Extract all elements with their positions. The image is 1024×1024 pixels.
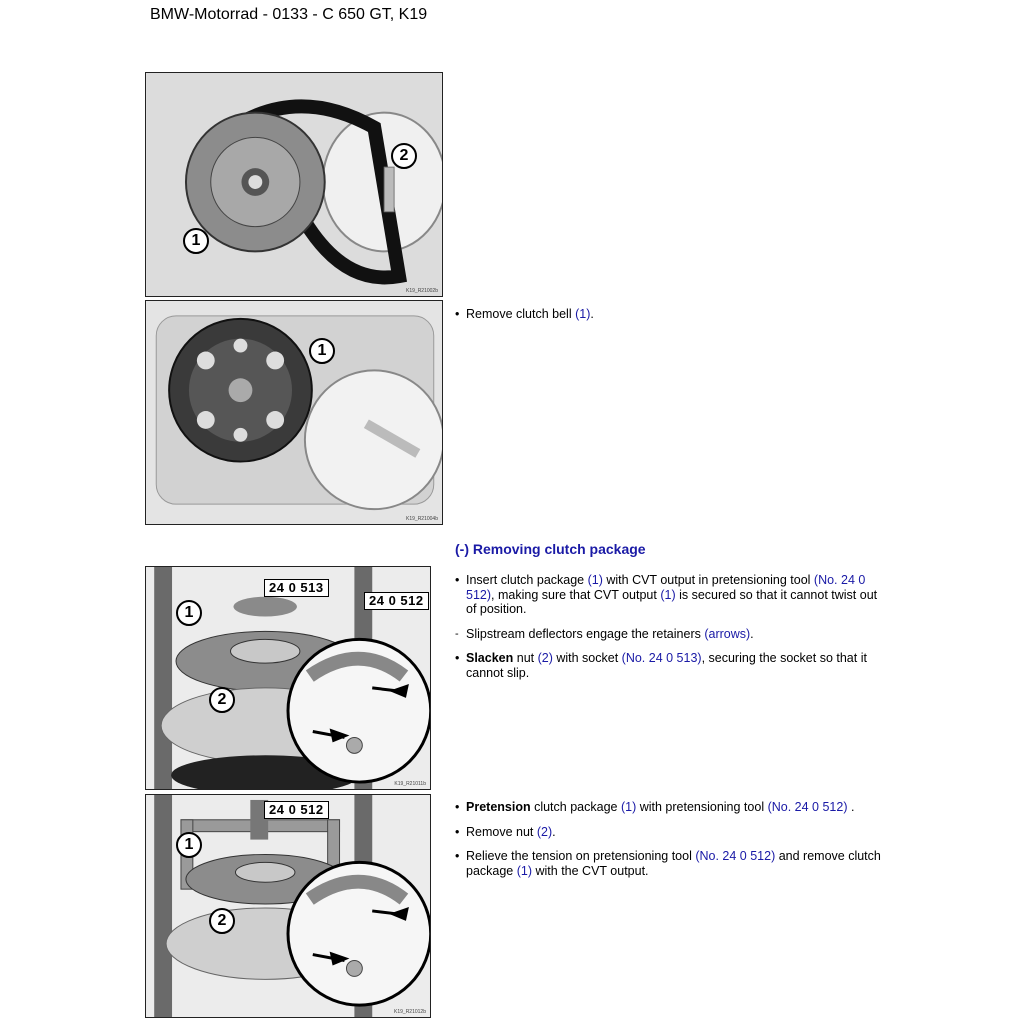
list-item <box>455 825 885 840</box>
callout-1: 1 <box>176 600 202 626</box>
ref-link[interactable]: (1) <box>575 307 591 321</box>
step-text: . <box>552 824 556 839</box>
ref-link[interactable]: (1) <box>587 573 603 587</box>
figure-drive-belt <box>145 72 443 297</box>
bullet: • <box>455 573 460 587</box>
list-item <box>455 307 885 322</box>
step-text: is secured so that it cannot twist out of position. <box>466 587 878 616</box>
step-text: Relieve the tension on pretensioning tool <box>466 849 696 863</box>
figure-code: K19_R21004b <box>406 516 438 522</box>
figure-pretensioning-tool-insert <box>145 566 431 790</box>
page-header: BMW-Motorrad - 0133 - C 650 GT, K19 <box>150 6 428 23</box>
pretension-clutch-illustration <box>146 795 430 1017</box>
step-text: . <box>590 307 594 321</box>
instructions-pretension <box>455 800 885 888</box>
tool-label-24-0-512: 24 0 512 <box>364 592 429 610</box>
step-emphasis: Pretension <box>466 800 531 814</box>
ref-link[interactable]: (1) <box>516 863 533 878</box>
step-text: clutch package <box>530 800 621 814</box>
bullet: • <box>455 849 460 863</box>
instructions-insert-clutch <box>455 573 885 690</box>
step-text: , making sure that CVT output <box>491 587 661 602</box>
figure-code: K19_R21011b <box>394 781 426 787</box>
ref-link[interactable]: (No. 24 0 513) <box>621 651 702 665</box>
instructions-clutch-bell <box>455 307 885 332</box>
step-emphasis: Slacken <box>466 651 514 665</box>
step-text: with CVT output in pretensioning tool <box>602 573 814 587</box>
list-item <box>455 573 885 617</box>
list-item <box>455 651 885 680</box>
callout-2: 2 <box>209 908 235 934</box>
step-text: with socket <box>552 651 622 665</box>
figure-clutch-bell <box>145 300 443 525</box>
step-text: Remove clutch bell <box>466 307 576 321</box>
list-item <box>455 849 885 878</box>
ref-link[interactable]: (No. 24 0 512) <box>767 800 848 814</box>
list-item <box>455 627 885 642</box>
tool-label-24-0-513: 24 0 513 <box>264 579 329 597</box>
bullet: • <box>455 651 460 665</box>
ref-link[interactable]: (1) <box>620 800 637 814</box>
bullet: - <box>455 627 459 640</box>
ref-link[interactable]: (No. 24 0 512) <box>466 573 866 602</box>
callout-2: 2 <box>209 687 235 713</box>
drive-belt-illustration <box>146 73 442 296</box>
callout-1: 1 <box>183 228 209 254</box>
bullet: • <box>455 800 460 814</box>
figure-pretension-clutch <box>145 794 431 1018</box>
step-text: with pretensioning tool <box>636 800 768 814</box>
ref-link[interactable]: (arrows) <box>704 626 751 641</box>
list-item <box>455 800 885 815</box>
step-text: . <box>847 800 855 814</box>
step-text: Remove nut <box>466 824 537 839</box>
figure-code: K19_R21012b <box>394 1009 426 1015</box>
section-heading[interactable]: (-) Removing clutch package <box>455 541 646 557</box>
tool-label-24-0-512: 24 0 512 <box>264 801 329 819</box>
ref-link[interactable]: (1) <box>660 587 676 602</box>
callout-1: 1 <box>176 832 202 858</box>
step-text: Slipstream deflectors engage the retainers <box>466 626 705 641</box>
bullet: • <box>455 307 460 321</box>
step-text: , securing the socket so that it cannot slip. <box>466 651 867 680</box>
step-text: and remove clutch package <box>466 849 881 878</box>
callout-1: 1 <box>309 338 335 364</box>
ref-link[interactable]: (2) <box>536 824 553 839</box>
step-text: with the CVT output. <box>532 863 649 878</box>
clutch-bell-illustration <box>146 301 442 524</box>
step-text: . <box>750 626 754 641</box>
step-text: Insert clutch package <box>466 573 588 587</box>
bullet: • <box>455 824 460 839</box>
ref-link[interactable]: (2) <box>537 651 553 665</box>
step-text: nut <box>513 651 538 665</box>
figure-code: K19_R21002b <box>406 288 438 294</box>
callout-2: 2 <box>391 143 417 169</box>
ref-link[interactable]: (No. 24 0 512) <box>695 849 776 863</box>
